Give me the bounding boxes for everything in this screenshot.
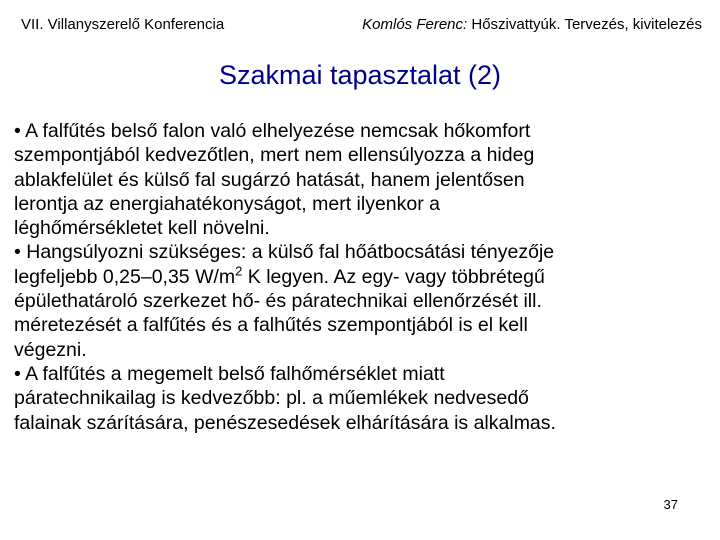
bullet-2-line-2-end: K legyen. Az egy- vagy többrétegű (242, 265, 545, 288)
presentation-title: Hőszivattyúk. Tervezés, kivitelezés (467, 16, 702, 33)
bullet-2-line-4: méretezését a falfűtés és a falhűtés szempontjából is el kell (14, 314, 528, 337)
bullet-2-line-5: végezni. (14, 338, 87, 361)
bullet-3-line-1: • A falfűtés a megemelt belső falhőmérséklet miatt (14, 362, 445, 385)
bullet-2-line-3: épülethatároló szerkezet hő- és páratechnikai ellenőrzését ill. (14, 290, 542, 313)
bullet-1-line-5: léghőmérsékletet kell növelni. (14, 217, 270, 240)
bullet-1-line-1: • A falfűtés belső falon való elhelyezése nemcsak hőkomfort (14, 120, 531, 142)
author-header (362, 16, 702, 34)
bullet-2-line-2-start: legfeljebb 0,25–0,35 W/m (14, 265, 236, 288)
superscript-exponent: 2 (235, 263, 243, 279)
bullet-1-line-2: szempontjából kedvezőtlen, mert nem ellensúlyozza a hideg (14, 144, 535, 167)
bullet-2-line-2 (14, 265, 704, 289)
bullet-3-line-3: falainak szárítására, penészesedések elhárítására is alkalmas. (14, 411, 556, 434)
page-number: 37 (663, 497, 678, 512)
conference-header: VII. Villanyszerelő Konferencia (21, 16, 225, 33)
bullet-2-line-1: • Hangsúlyozni szükséges: a külső fal hőátbocsátási tényezője (14, 241, 555, 264)
bullet-1-line-3: ablakfelület és külső fal sugárzó hatását, hanem jelentősen (14, 168, 525, 191)
slide-body (14, 119, 704, 435)
author-name: Komlós Ferenc: (362, 16, 468, 33)
bullet-3-line-2: páratechnikailag is kedvezőbb: pl. a műemlékek nedvesedő (14, 387, 529, 410)
bullet-1-line-4: lerontja az energiahatékonyságot, mert ilyenkor a (14, 192, 440, 215)
slide-title: Szakmai tapasztalat (2) (218, 60, 502, 90)
